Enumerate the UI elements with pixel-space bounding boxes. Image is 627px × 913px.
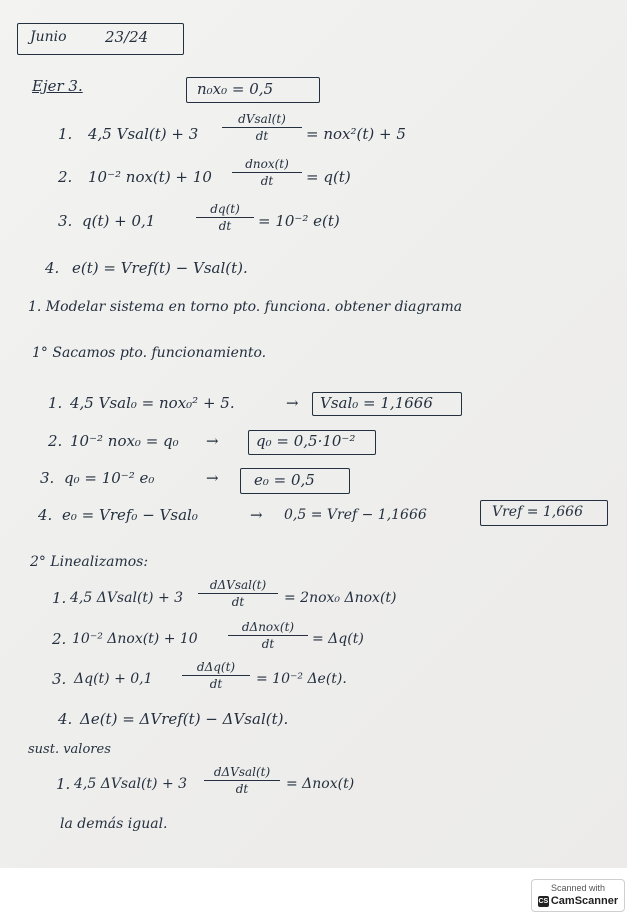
eq3-left: q(t) + 0,1 bbox=[82, 212, 156, 230]
s2-item3-frac-den: dt bbox=[209, 677, 223, 691]
header-month: Junio bbox=[30, 29, 67, 45]
eq2-frac-den: dt bbox=[260, 174, 274, 188]
eq4-text: e(t) = Vref(t) − Vsal(t). bbox=[72, 259, 248, 277]
subst-item-frac-num: dΔVsal(t) bbox=[204, 766, 280, 781]
eq2-frac-num: dnox(t) bbox=[232, 158, 302, 173]
subst-closing: la demás igual. bbox=[60, 816, 168, 832]
exercise-label: Ejer 3. bbox=[32, 77, 83, 95]
eq1-left: 4,5 Vsal(t) + 3 bbox=[88, 125, 199, 143]
s2-item1-frac-num: dΔVsal(t) bbox=[198, 579, 278, 594]
s1-item2-result: q₀ = 0,5·10⁻² bbox=[256, 432, 356, 450]
s1-item1-number: 1. bbox=[48, 394, 63, 412]
eq2-left: 10⁻² nox(t) + 10 bbox=[88, 168, 212, 186]
subst-item-number: 1. bbox=[56, 775, 71, 793]
s1-item4-result: Vref = 1,666 bbox=[492, 504, 583, 520]
watermark-brand-row bbox=[532, 895, 624, 907]
subst-item-left: 4,5 ΔVsal(t) + 3 bbox=[74, 776, 188, 792]
s1-item4-text: e₀ = Vref₀ − Vsal₀ bbox=[62, 506, 198, 524]
s2-item1-right: = 2nox₀ Δnox(t) bbox=[284, 590, 397, 606]
eq1-frac-num: dVsal(t) bbox=[222, 113, 302, 128]
camscanner-watermark bbox=[531, 879, 625, 912]
eq3-fraction bbox=[196, 203, 254, 232]
s2-item3-number: 3. bbox=[52, 670, 67, 688]
eq3-right: = 10⁻² e(t) bbox=[258, 212, 340, 230]
eq3-number: 3. bbox=[58, 212, 73, 230]
s1-item1-result: Vsal₀ = 1,1666 bbox=[320, 394, 433, 412]
s1-item3-number: 3. bbox=[40, 469, 55, 487]
subst-item-frac-den: dt bbox=[235, 782, 249, 796]
s2-item4-number: 4. bbox=[58, 710, 73, 728]
subst-item-right: = Δnox(t) bbox=[286, 776, 355, 792]
s2-item3-right: = 10⁻² Δe(t). bbox=[256, 671, 347, 687]
s2-item2-frac-den: dt bbox=[261, 637, 275, 651]
s2-item3-left: Δq(t) + 0,1 bbox=[74, 671, 153, 687]
s2-item2-number: 2. bbox=[52, 630, 67, 648]
eq1-fraction bbox=[222, 113, 302, 142]
s1-item3-arrow: → bbox=[206, 469, 219, 487]
eq2-number: 2. bbox=[58, 168, 73, 186]
s2-item4-text: Δe(t) = ΔVref(t) − ΔVsal(t). bbox=[80, 710, 289, 728]
eq1-frac-den: dt bbox=[255, 129, 269, 143]
eq3-frac-num: dq(t) bbox=[196, 203, 254, 218]
s1-item3-result: e₀ = 0,5 bbox=[254, 471, 315, 489]
s2-item3-fraction bbox=[182, 661, 250, 690]
s2-item2-fraction bbox=[228, 621, 308, 650]
s1-item2-number: 2. bbox=[48, 432, 63, 450]
step2-title: 2° Linealizamos: bbox=[30, 554, 149, 570]
s2-item1-left: 4,5 ΔVsal(t) + 3 bbox=[70, 590, 184, 606]
s2-item1-fraction bbox=[198, 579, 278, 608]
eq2-fraction bbox=[232, 158, 302, 187]
step1-title: 1° Sacamos pto. funcionamiento. bbox=[32, 345, 267, 361]
camscanner-logo-icon: CS bbox=[538, 897, 549, 905]
s1-item2-arrow: → bbox=[206, 432, 219, 450]
s2-item3-frac-num: dΔq(t) bbox=[182, 661, 250, 676]
s1-item1-arrow: → bbox=[286, 394, 299, 412]
task-text: 1. Modelar sistema en torno pto. funciona. obtener diagrama bbox=[28, 299, 463, 315]
s1-item2-text: 10⁻² nox₀ = q₀ bbox=[70, 432, 179, 450]
watermark-line1: Scanned with bbox=[550, 883, 606, 893]
subst-item-fraction bbox=[204, 766, 280, 795]
eq1-number: 1. bbox=[58, 125, 73, 143]
eq1-right: = nox²(t) + 5 bbox=[306, 125, 406, 143]
subst-title: sust. valores bbox=[28, 742, 111, 757]
s2-item2-right: = Δq(t) bbox=[312, 631, 364, 647]
s1-item4-number: 4. bbox=[38, 506, 53, 524]
s1-item1-text: 4,5 Vsal₀ = nox₀² + 5. bbox=[70, 394, 235, 412]
s2-item2-frac-num: dΔnox(t) bbox=[228, 621, 308, 636]
watermark-brand: CamScanner bbox=[550, 895, 619, 907]
s2-item2-left: 10⁻² Δnox(t) + 10 bbox=[72, 631, 198, 647]
eq4-number: 4. bbox=[45, 259, 60, 277]
eq2-right: = q(t) bbox=[306, 168, 351, 186]
s2-item1-frac-den: dt bbox=[231, 595, 245, 609]
s2-item1-number: 1. bbox=[52, 589, 67, 607]
s1-item4-arrow: → bbox=[250, 506, 263, 524]
given-value: n₀x₀ = 0,5 bbox=[197, 80, 274, 98]
header-year: 23/24 bbox=[105, 28, 149, 46]
s1-item4-mid: 0,5 = Vref − 1,1666 bbox=[284, 507, 427, 523]
eq3-frac-den: dt bbox=[218, 219, 232, 233]
s1-item3-text: q₀ = 10⁻² e₀ bbox=[64, 469, 155, 487]
